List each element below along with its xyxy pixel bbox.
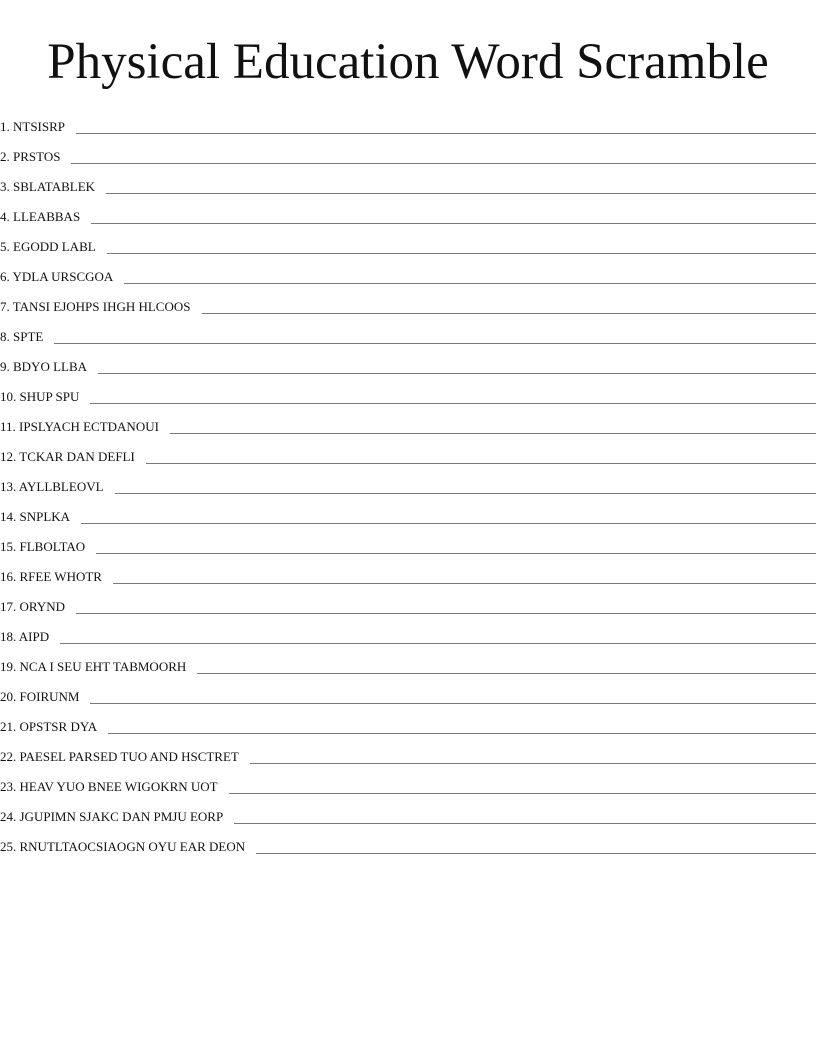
answer-line[interactable]	[115, 492, 816, 494]
item-number: 9.	[0, 359, 10, 374]
scramble-item-8	[0, 316, 816, 346]
scramble-item-11	[0, 406, 816, 436]
item-number: 13.	[0, 479, 17, 494]
item-number: 18.	[0, 629, 17, 644]
scramble-item-5	[0, 226, 816, 256]
scramble-item-1	[0, 106, 816, 136]
item-number: 24.	[0, 809, 17, 824]
scrambled-word: SPTE	[13, 329, 44, 344]
item-number: 2.	[0, 149, 10, 164]
answer-line[interactable]	[98, 372, 816, 374]
clue-text	[0, 599, 65, 616]
scrambled-word: EGODD LABL	[13, 239, 96, 254]
clue-text	[0, 329, 43, 346]
clue-text	[0, 269, 113, 286]
answer-line[interactable]	[91, 222, 816, 224]
answer-line[interactable]	[113, 582, 816, 584]
answer-line[interactable]	[76, 612, 816, 614]
clue-text	[0, 419, 159, 436]
scramble-item-4	[0, 196, 816, 226]
answer-line[interactable]	[60, 642, 816, 644]
scrambled-word: FLBOLTAO	[19, 539, 86, 554]
answer-line[interactable]	[124, 282, 816, 284]
answer-line[interactable]	[170, 432, 816, 434]
item-number: 8.	[0, 329, 10, 344]
item-number: 25.	[0, 839, 17, 854]
clue-text	[0, 359, 87, 376]
answer-line[interactable]	[202, 312, 816, 314]
answer-line[interactable]	[256, 852, 816, 854]
clue-text	[0, 299, 191, 316]
scrambled-word: BDYO LLBA	[13, 359, 88, 374]
scrambled-word: IPSLYACH ECTDANOUI	[19, 419, 159, 434]
answer-line[interactable]	[71, 162, 816, 164]
item-number: 3.	[0, 179, 10, 194]
item-number: 4.	[0, 209, 10, 224]
scramble-item-12	[0, 436, 816, 466]
page-title: Physical Education Word Scramble	[47, 34, 769, 90]
item-number: 23.	[0, 779, 17, 794]
scrambled-word: TCKAR DAN DEFLI	[19, 449, 135, 464]
scramble-item-16	[0, 556, 816, 586]
item-number: 21.	[0, 719, 17, 734]
scrambled-word: RNUTLTAOCSIAOGN OYU EAR DEON	[19, 839, 246, 854]
scrambled-word: FOIRUNM	[19, 689, 80, 704]
scramble-item-2	[0, 136, 816, 166]
scrambled-word: SNPLKA	[19, 509, 71, 524]
clue-text	[0, 779, 218, 796]
answer-line[interactable]	[76, 132, 816, 134]
scramble-item-7	[0, 286, 816, 316]
scrambled-word: TANSI EJOHPS IHGH HLCOOS	[12, 299, 191, 314]
scramble-item-13	[0, 466, 816, 496]
clue-text	[0, 689, 79, 706]
item-number: 20.	[0, 689, 17, 704]
scramble-item-24	[0, 796, 816, 826]
scramble-item-17	[0, 586, 816, 616]
scrambled-word: YDLA URSCGOA	[12, 269, 114, 284]
scramble-item-20	[0, 676, 816, 706]
scrambled-word: AIPD	[18, 629, 50, 644]
answer-line[interactable]	[229, 792, 816, 794]
answer-line[interactable]	[107, 252, 816, 254]
clue-text	[0, 719, 97, 736]
clue-text	[0, 509, 70, 526]
answer-line[interactable]	[234, 822, 816, 824]
item-number: 19.	[0, 659, 17, 674]
scramble-item-22	[0, 736, 816, 766]
answer-line[interactable]	[90, 702, 816, 704]
item-number: 7.	[0, 299, 10, 314]
scrambled-word: NCA I SEU EHT TABMOORH	[19, 659, 187, 674]
item-number: 15.	[0, 539, 17, 554]
clue-text	[0, 389, 79, 406]
clue-text	[0, 539, 85, 556]
scramble-item-14	[0, 496, 816, 526]
item-number: 22.	[0, 749, 17, 764]
scrambled-word: SHUP SPU	[19, 389, 80, 404]
scrambled-word: HEAV YUO BNEE WIGOKRN UOT	[19, 779, 218, 794]
clue-text	[0, 809, 223, 826]
answer-line[interactable]	[106, 192, 816, 194]
clue-text	[0, 449, 135, 466]
scramble-item-10	[0, 376, 816, 406]
item-number: 14.	[0, 509, 17, 524]
item-number: 5.	[0, 239, 10, 254]
answer-line[interactable]	[81, 522, 816, 524]
clue-text	[0, 749, 239, 766]
clue-text	[0, 239, 96, 256]
clue-text	[0, 659, 186, 676]
scrambled-word: PRSTOS	[13, 149, 61, 164]
item-number: 1.	[0, 119, 10, 134]
scrambled-word: SBLATABLEK	[13, 179, 96, 194]
clue-text	[0, 119, 65, 136]
scramble-item-6	[0, 256, 816, 286]
scrambled-word: OPSTSR DYA	[19, 719, 98, 734]
item-number: 6.	[0, 269, 10, 284]
scramble-item-23	[0, 766, 816, 796]
clue-text	[0, 479, 104, 496]
answer-line[interactable]	[54, 342, 816, 344]
scramble-list	[0, 106, 816, 856]
item-number: 10.	[0, 389, 17, 404]
answer-line[interactable]	[90, 402, 816, 404]
scrambled-word: ORYND	[19, 599, 66, 614]
answer-line[interactable]	[250, 762, 816, 764]
clue-text	[0, 209, 80, 226]
clue-text	[0, 629, 49, 646]
scrambled-word: AYLLBLEOVL	[18, 479, 104, 494]
scrambled-word: NTSISRP	[13, 119, 66, 134]
answer-line[interactable]	[197, 672, 816, 674]
scramble-item-21	[0, 706, 816, 736]
item-number: 11.	[0, 419, 16, 434]
scrambled-word: JGUPIMN SJAKC DAN PMJU EORP	[19, 809, 224, 824]
scrambled-word: PAESEL PARSED TUO AND HSCTRET	[19, 749, 239, 764]
clue-text	[0, 569, 102, 586]
item-number: 16.	[0, 569, 17, 584]
answer-line[interactable]	[108, 732, 816, 734]
scramble-item-25	[0, 826, 816, 856]
answer-line[interactable]	[146, 462, 816, 464]
scramble-item-9	[0, 346, 816, 376]
scrambled-word: RFEE WHOTR	[19, 569, 102, 584]
item-number: 17.	[0, 599, 17, 614]
scrambled-word: LLEABBAS	[13, 209, 81, 224]
scramble-item-19	[0, 646, 816, 676]
answer-line[interactable]	[96, 552, 816, 554]
item-number: 12.	[0, 449, 17, 464]
clue-text	[0, 839, 245, 856]
scramble-item-18	[0, 616, 816, 646]
clue-text	[0, 179, 95, 196]
clue-text	[0, 149, 60, 166]
scramble-item-3	[0, 166, 816, 196]
scramble-item-15	[0, 526, 816, 556]
